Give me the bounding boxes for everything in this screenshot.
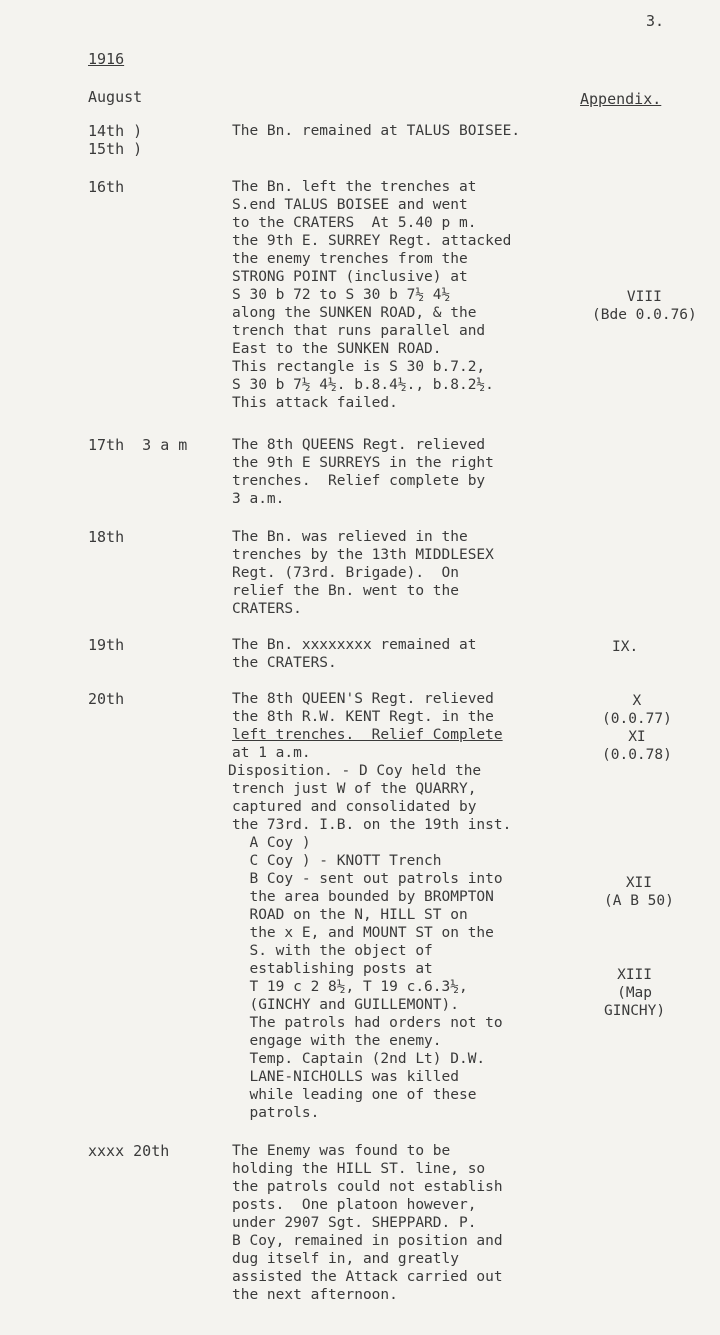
entry-text xyxy=(232,636,587,672)
entry-line: Temp. Captain (2nd Lt) D.W. xyxy=(232,1051,486,1067)
entry-line: trenches by the 13th MIDDLESEX xyxy=(232,547,494,563)
entry-line: S.end TALUS BOISEE and went xyxy=(232,197,468,213)
appendix-ref xyxy=(612,638,638,656)
entry-line: (GINCHY and GUILLEMONT). xyxy=(232,997,459,1013)
entry-line: to the CRATERS At 5.40 p m. xyxy=(232,215,477,231)
appendix-line: VIII xyxy=(626,289,662,305)
entry-line: The Bn. left the trenches at xyxy=(232,179,477,195)
entry-line: The 8th QUEEN'S Regt. relieved xyxy=(232,691,494,707)
appendix-line: (0.0.77) xyxy=(602,711,672,727)
entry-line: holding the HILL ST. line, so xyxy=(232,1161,486,1177)
appendix-line: XII xyxy=(625,875,653,891)
entry-date: 17th 3 a m xyxy=(88,436,188,454)
entry-line: S. with the object of xyxy=(232,943,433,959)
entry-text xyxy=(232,1142,587,1304)
appendix-line: GINCHY) xyxy=(604,1003,666,1019)
entry-line: the 73rd. I.B. on the 19th inst. xyxy=(232,817,512,833)
appendix-line: XIII xyxy=(617,967,653,983)
entry-line: the next afternoon. xyxy=(232,1287,398,1303)
entry-line: B Coy - sent out patrols into xyxy=(232,871,503,887)
entry-text xyxy=(232,436,587,508)
entry-line: The Bn. xxxxxxxx remained at xyxy=(232,637,477,653)
entry-date: 14th ) 15th ) xyxy=(88,122,143,158)
entry-date: xxxx 20th xyxy=(88,1142,170,1160)
appendix-line: XI xyxy=(628,729,646,745)
entry-line: trench just W of the QUARRY, xyxy=(232,781,477,797)
appendix-line: X xyxy=(632,693,642,709)
entry-date: 20th xyxy=(88,690,125,708)
entry-line: The Bn. remained at TALUS BOISEE. xyxy=(232,123,521,139)
entry-line: at 1 a.m. xyxy=(232,745,311,761)
entry-line: the CRATERS. xyxy=(232,655,337,671)
appendix-ref xyxy=(604,874,674,910)
entry-line: patrols. xyxy=(232,1105,320,1121)
entry-date: 18th xyxy=(88,528,125,546)
entry-line: T 19 c 2 8½, T 19 c.6.3½, xyxy=(232,979,468,995)
entry-line: C Coy ) - KNOTT Trench xyxy=(232,853,442,869)
entry-line: The patrols had orders not to xyxy=(232,1015,503,1031)
entry-line: LANE-NICHOLLS was killed xyxy=(232,1069,459,1085)
entry-line: along the SUNKEN ROAD, & the xyxy=(232,305,477,321)
entry-line: B Coy, remained in position and xyxy=(232,1233,503,1249)
entry-line: A Coy ) xyxy=(232,835,311,851)
entry-line: S 30 b 7½ 4½. b.8.4½., b.8.2½. xyxy=(232,377,494,393)
entry-line: CRATERS. xyxy=(232,601,302,617)
entry-text xyxy=(232,528,587,618)
appendix-line: (Map xyxy=(617,985,653,1001)
entry-line: The Bn. was relieved in the xyxy=(232,529,468,545)
entry-line: Regt. (73rd. Brigade). On xyxy=(232,565,459,581)
appendix-line: (A B 50) xyxy=(604,893,674,909)
entry-line: while leading one of these xyxy=(232,1087,477,1103)
entry-text xyxy=(232,178,587,412)
page-number: 3. xyxy=(646,12,665,30)
entry-line: posts. One platoon however, xyxy=(232,1197,477,1213)
entry-line: the patrols could not establish xyxy=(232,1179,503,1195)
entry-date: 16th xyxy=(88,178,125,196)
entry-line: This attack failed. xyxy=(232,395,398,411)
entry-line: This rectangle is S 30 b.7.2, xyxy=(232,359,486,375)
entry-line: captured and consolidated by xyxy=(232,799,477,815)
entry-text xyxy=(232,122,587,140)
entry-line: left trenches. Relief Complete xyxy=(232,727,503,743)
appendix-line: (0.0.78) xyxy=(602,747,672,763)
entry-date: 19th xyxy=(88,636,125,654)
entry-line: establishing posts at xyxy=(232,961,433,977)
entry-line: East to the SUNKEN ROAD. xyxy=(232,341,442,357)
entry-line: dug itself in, and greatly xyxy=(232,1251,459,1267)
entry-line: The 8th QUEENS Regt. relieved xyxy=(232,437,486,453)
entry-line: the 9th E SURREYS in the right xyxy=(232,455,494,471)
year-heading: 1916 xyxy=(88,50,125,68)
entry-line: STRONG POINT (inclusive) at xyxy=(232,269,468,285)
month-heading: August xyxy=(88,88,143,106)
entry-line: the enemy trenches from the xyxy=(232,251,468,267)
entry-text xyxy=(228,690,587,1122)
entry-line: The Enemy was found to be xyxy=(232,1143,451,1159)
entry-line: the 9th E. SURREY Regt. attacked xyxy=(232,233,512,249)
appendix-line: IX. xyxy=(612,639,639,655)
entry-line: assisted the Attack carried out xyxy=(232,1269,503,1285)
entry-line: the 8th R.W. KENT Regt. in the xyxy=(232,709,494,725)
appendix-ref xyxy=(592,288,697,324)
entry-line: relief the Bn. went to the xyxy=(232,583,459,599)
entry-line: engage with the enemy. xyxy=(232,1033,442,1049)
entry-line: the area bounded by BROMPTON xyxy=(232,889,494,905)
appendix-line: (Bde 0.0.76) xyxy=(592,307,697,323)
entry-line: trenches. Relief complete by xyxy=(232,473,486,489)
entry-line: S 30 b 72 to S 30 b 7½ 4½ xyxy=(232,287,451,303)
entry-line: trench that runs parallel and xyxy=(232,323,486,339)
entry-line: ROAD on the N, HILL ST on xyxy=(232,907,468,923)
entry-line: under 2907 Sgt. SHEPPARD. P. xyxy=(232,1215,477,1231)
appendix-column-header: Appendix. xyxy=(580,90,662,108)
appendix-ref xyxy=(602,692,672,764)
entry-line: 3 a.m. xyxy=(232,491,285,507)
entry-line: Disposition. - D Coy held the xyxy=(228,763,482,779)
appendix-ref xyxy=(604,966,665,1020)
entry-line: the x E, and MOUNT ST on the xyxy=(232,925,494,941)
